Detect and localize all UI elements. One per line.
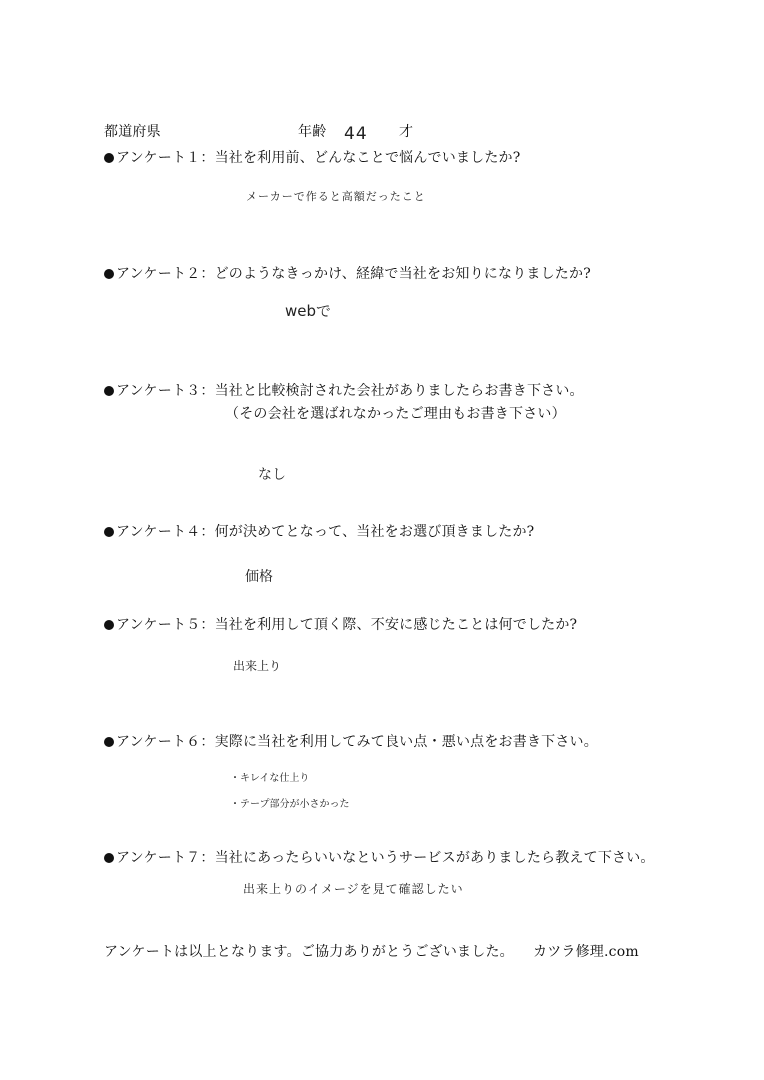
question-6-text: 実際に当社を利用してみて良い点・悪い点をお書き下さい。 (214, 734, 598, 750)
question-4-text: 何が決めてとなって、当社をお選び頂きましたか? (214, 524, 535, 540)
answer-6-line-2: ・テープ部分が小さかった (230, 799, 350, 810)
answer-3: なし (258, 467, 286, 483)
question-3-subtext: （その会社を選ばれなかったご理由もお書き下さい） (225, 406, 566, 422)
question-4 (104, 524, 534, 540)
question-2 (104, 266, 591, 282)
question-6-label: アンケート６： (116, 734, 215, 750)
bullet-icon (104, 269, 114, 279)
bullet-icon (104, 737, 114, 747)
question-1 (104, 150, 520, 166)
age-label: 年齢 (298, 124, 327, 140)
question-3-text: 当社と比較検討された会社がありましたらお書き下さい。 (214, 383, 584, 399)
bullet-icon (104, 386, 114, 396)
bullet-icon (104, 853, 114, 863)
age-unit: 才 (399, 124, 414, 140)
footer-text: アンケートは以上となります。ご協力ありがとうございました。 (104, 944, 514, 960)
answer-6-line-1: ・キレイな仕上り (230, 773, 310, 784)
question-2-label: アンケート２： (116, 266, 215, 282)
bullet-icon (104, 620, 114, 630)
question-3 (104, 383, 584, 399)
question-2-text: どのようなきっかけ、経緯で当社をお知りになりましたか? (214, 266, 591, 282)
question-7-text: 当社にあったらいいなというサービスがありましたら教えて下さい。 (214, 850, 655, 866)
question-5-label: アンケート５： (116, 617, 215, 633)
footer-brand: カツラ修理.com (533, 944, 639, 960)
question-3-label: アンケート３： (116, 383, 215, 399)
question-7 (104, 850, 655, 866)
bullet-icon (104, 153, 114, 163)
bullet-icon (104, 527, 114, 537)
answer-5: 出来上り (233, 659, 282, 673)
question-7-label: アンケート７： (116, 850, 215, 866)
question-4-label: アンケート４： (116, 524, 215, 540)
answer-7: 出来上りのイメージを見て確認したい (243, 882, 464, 896)
question-5-text: 当社を利用して頂く際、不安に感じたことは何でしたか? (214, 617, 578, 633)
answer-2: webで (285, 302, 332, 320)
answer-1: メーカーで作ると高額だったこと (246, 190, 426, 203)
age-value: 44 (344, 124, 368, 144)
prefecture-label: 都道府県 (104, 124, 161, 140)
answer-4: 価格 (245, 569, 273, 585)
question-1-text: 当社を利用前、どんなことで悩んでいましたか? (214, 150, 521, 166)
question-5 (104, 617, 577, 633)
question-1-label: アンケート１： (116, 150, 215, 166)
question-6 (104, 734, 598, 750)
